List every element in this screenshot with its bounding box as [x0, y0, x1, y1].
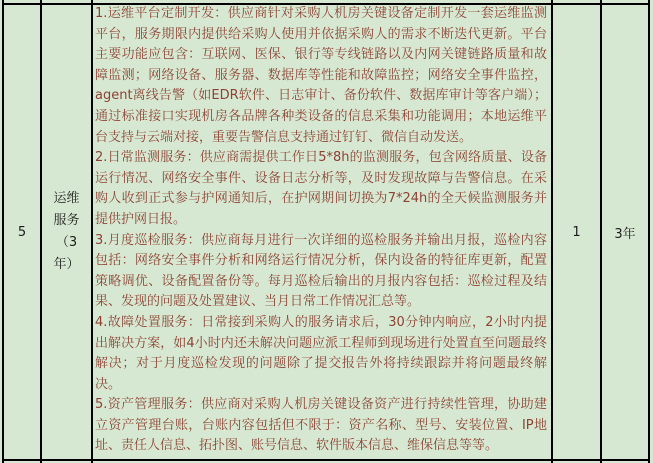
row-border-bottom [2, 459, 650, 461]
item-name: 运维服务（3年） [53, 191, 80, 272]
service-description [95, 4, 547, 458]
duration-cell [602, 5, 648, 459]
row-number-cell [4, 5, 40, 459]
duration-value: 3年 [614, 226, 636, 242]
column-divider-name [91, 0, 93, 463]
quantity-cell [553, 5, 600, 459]
description-paragraph: 4.故障处置服务：日常接到采购人的服务请求后，30分钟内响应，2小时内提出解决方案，如4小时内还未解决问题应派工程师到现场进行处置直至问题最终解决；对于月度巡检发现的问题除了提交报告外将持续跟踪并将问题最终解决。 [95, 314, 547, 392]
table-border-right [648, 0, 650, 463]
row-number: 5 [17, 224, 27, 240]
item-name-cell [42, 5, 91, 459]
description-paragraph: 3.月度巡检服务：供应商每月进行一次详细的巡检服务并输出月报，巡检内容包括：网络安全事件分析和网络运行情况分析，保内设备的特征库更新，配置策略调优、设备配置备份等。每月巡检后输出的月报内容包括：巡检过程及结果、发现的问题及处置建议、当月日常工作情况汇总等。 [95, 232, 547, 310]
description-paragraph: 1.运维平台定制开发：供应商针对采购人机房关键设备定制开发一套运维监测平台，服务期限内提供给采购人使用并依据采购人的需求不断迭代更新。平台主要功能应包含：互联网、医保、银行等专线链路以及内网关键链路质量和故障监测；网络设备、服务器、数据库等性能和故障监控；网络安全事件监控，agent离线告警（如EDR软件、日志审计、备份软件、数据库审计等客户端）；通过标准接口实现机房各品牌各种类设备的信息采集和功能调用；本地运维平台支持与云端对接，重要告警信息支持通过钉钉、微信自动发送。 [95, 6, 547, 145]
description-paragraph: 5.资产管理服务：供应商对采购人机房关键设备资产进行持续性管理，协助建立资产管理台账，台账内容包括但不限于：资产名称、型号、安装位置、IP地址、责任人信息、拓扑图、账号信息、软件版本信息、维保信息等等。 [95, 397, 547, 454]
quantity-value: 1 [572, 224, 581, 240]
description-paragraph: 2.日常监测服务：供应商需提供工作日5*8h的监测服务，包含网络质量、设备运行情况、网络安全事件、设备日志分析等，及时发现故障与告警信息。在采购人收到正式参与护网通知后，在护网期间切换为7*24h的全天候监测服务并提供护网日报。 [95, 150, 547, 227]
